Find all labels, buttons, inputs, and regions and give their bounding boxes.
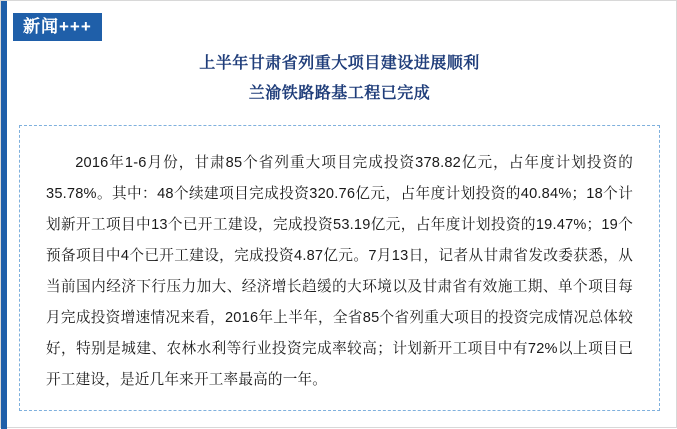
news-badge: 新闻+++	[13, 13, 102, 41]
headline-line-1: 上半年甘肃省列重大项目建设进展顺利	[199, 55, 480, 72]
article-body-box	[19, 125, 660, 411]
headline-line-2: 兰渝铁路路基工程已完成	[248, 85, 431, 102]
headline-block	[1, 49, 677, 109]
article-paragraph: 2016年1-6月份，甘肃85个省列重大项目完成投资378.82亿元，占年度计划投资的35.78%。其中：48个续建项目完成投资320.76亿元，占年度计划投资的40.84%；18个计划新开工项目中13个已开工建设，完成投资53.19亿元，占年度计划投资的19.47%；19个预备项目中4个已开工建设，完成投资4.87亿元。7月13日，记者从甘肃省发改委获悉，从当前国内经济下行压力加大、经济增长趋缓的大环境以及甘肃省有效施工期、单个项目每月完成投资增速情况来看，2016年上半年，全省85个省列重大项目的投资完成情况总体较好，特别是城建、农林水利等行业投资完成率较高；计划新开工项目中有72%以上项目已开工建设，是近几年来开工率最高的一年。	[46, 155, 633, 388]
